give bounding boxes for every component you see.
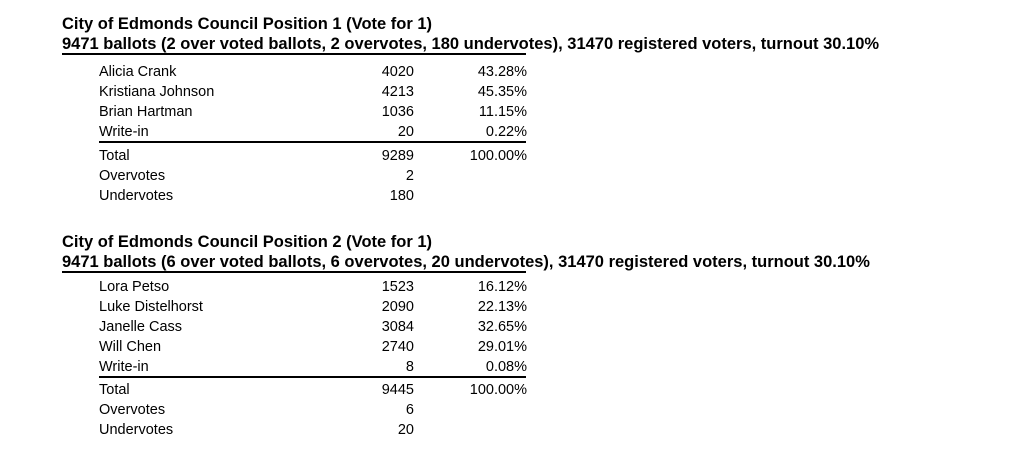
candidate-row <box>0 102 1024 122</box>
candidate-percent: 45.35% <box>477 84 527 100</box>
total-percent: 100.00% <box>469 148 527 164</box>
candidate-percent: 32.65% <box>477 319 527 335</box>
candidate-name: Janelle Cass <box>99 319 183 335</box>
total-row <box>0 146 1024 166</box>
candidate-row <box>0 317 1024 337</box>
candidate-row <box>0 122 1024 142</box>
total-divider <box>99 376 526 378</box>
total-votes: 9445 <box>381 382 414 398</box>
candidate-name: Write-in <box>99 124 149 140</box>
candidate-name: Lora Petso <box>99 279 170 295</box>
total-divider <box>99 141 526 143</box>
undervotes-count: 180 <box>389 188 414 204</box>
candidate-percent: 43.28% <box>477 64 527 80</box>
undervotes-label: Undervotes <box>99 422 174 438</box>
candidate-percent: 0.08% <box>485 359 527 375</box>
summary-underline <box>62 53 526 55</box>
candidate-votes: 1523 <box>381 279 414 295</box>
race-title: City of Edmonds Council Position 1 (Vote for 1) <box>62 15 433 33</box>
candidate-votes: 4020 <box>381 64 414 80</box>
overvotes-row <box>0 400 1024 420</box>
candidate-votes: 20 <box>397 124 414 140</box>
race-title: City of Edmonds Council Position 2 (Vote for 1) <box>62 233 433 251</box>
candidate-name: Write-in <box>99 359 149 375</box>
overvotes-label: Overvotes <box>99 168 166 184</box>
overvotes-count: 2 <box>405 168 414 184</box>
candidate-row <box>0 337 1024 357</box>
candidate-row <box>0 277 1024 297</box>
candidate-percent: 0.22% <box>485 124 527 140</box>
candidate-percent: 11.15% <box>478 104 527 120</box>
total-label: Total <box>99 148 130 164</box>
candidate-votes: 4213 <box>381 84 414 100</box>
candidate-name: Will Chen <box>99 339 162 355</box>
undervotes-label: Undervotes <box>99 188 174 204</box>
overvotes-label: Overvotes <box>99 402 166 418</box>
candidate-name: Brian Hartman <box>99 104 193 120</box>
undervotes-row <box>0 420 1024 440</box>
candidate-votes: 1036 <box>381 104 414 120</box>
candidate-percent: 29.01% <box>477 339 527 355</box>
candidate-votes: 2740 <box>381 339 414 355</box>
total-percent: 100.00% <box>469 382 527 398</box>
undervotes-count: 20 <box>397 422 414 438</box>
undervotes-row <box>0 186 1024 206</box>
candidate-votes: 3084 <box>381 319 414 335</box>
candidate-votes: 8 <box>405 359 414 375</box>
candidate-row <box>0 297 1024 317</box>
total-label: Total <box>99 382 130 398</box>
candidate-percent: 22.13% <box>477 299 527 315</box>
race-summary: 9471 ballots (2 over voted ballots, 2 overvotes, 180 undervotes), 31470 registered voters, turnout 30.10% <box>62 35 880 53</box>
candidate-percent: 16.12% <box>477 279 527 295</box>
total-row <box>0 380 1024 400</box>
race-summary: 9471 ballots (6 over voted ballots, 6 overvotes, 20 undervotes), 31470 registered voters, turnout 30.10% <box>62 253 870 271</box>
candidate-row <box>0 62 1024 82</box>
candidate-votes: 2090 <box>381 299 414 315</box>
candidate-row <box>0 357 1024 377</box>
candidate-name: Kristiana Johnson <box>99 84 215 100</box>
summary-underline <box>62 271 526 273</box>
candidate-name: Alicia Crank <box>99 64 177 80</box>
overvotes-row <box>0 166 1024 186</box>
total-votes: 9289 <box>381 148 414 164</box>
overvotes-count: 6 <box>405 402 414 418</box>
candidate-name: Luke Distelhorst <box>99 299 203 315</box>
candidate-row <box>0 82 1024 102</box>
